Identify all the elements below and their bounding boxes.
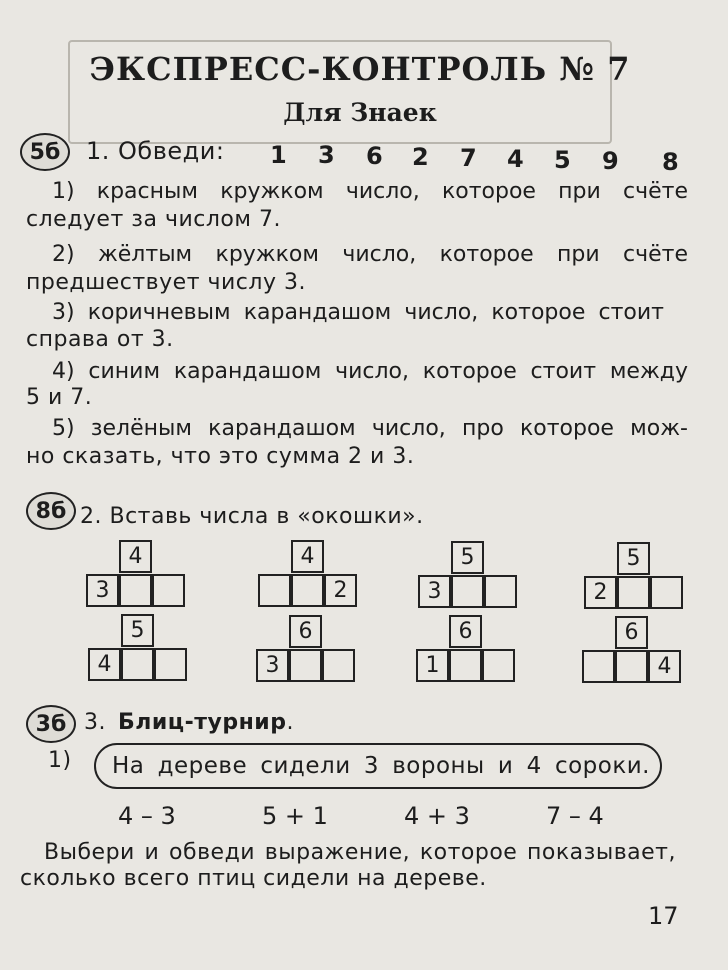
number-item: 1 — [270, 141, 287, 169]
task1-line: следует за числом 7. — [26, 207, 281, 232]
task1-label: 1. Обведи: — [86, 137, 225, 165]
number-house-grid — [88, 614, 188, 682]
task1-line: 1) красным кружком число, которое при счёте — [52, 179, 688, 204]
number-item: 3 — [318, 141, 335, 169]
task3-title-text: Блиц-турнир — [118, 710, 287, 735]
task1-line: 5 и 7. — [26, 385, 93, 410]
number-item: 8 — [662, 148, 679, 176]
grid-cell-middle[interactable] — [449, 649, 482, 682]
grid-cell-right[interactable] — [322, 649, 355, 682]
expression-option[interactable]: 4 – 3 — [118, 802, 176, 830]
grid-cell-left[interactable]: 1 — [416, 649, 449, 682]
grid-cell-middle[interactable] — [615, 650, 648, 683]
page-title: ЭКСПРЕСС-КОНТРОЛЬ № 7 — [89, 50, 631, 88]
task1-line: предшествует числу 3. — [26, 270, 306, 295]
grid-cell-top[interactable]: 6 — [449, 615, 482, 648]
page-subtitle: Для Знаек — [283, 98, 437, 127]
number-house-grid — [584, 542, 684, 610]
number-item: 5 — [554, 146, 571, 174]
task1-line: но сказать, что это сумма 2 и 3. — [26, 444, 415, 469]
points-badge-task2: 8б — [26, 492, 76, 530]
number-item: 2 — [412, 143, 429, 171]
task3-title-period: . — [286, 710, 294, 735]
number-item: 9 — [602, 147, 619, 175]
expression-option[interactable]: 7 – 4 — [546, 802, 604, 830]
number-item: 7 — [460, 144, 477, 172]
grid-cell-top[interactable]: 6 — [289, 615, 322, 648]
task3-title — [118, 710, 294, 735]
grid-cell-top[interactable]: 5 — [617, 542, 650, 575]
grid-cell-right[interactable]: 2 — [324, 574, 357, 607]
number-house-grid — [258, 540, 358, 608]
points-badge-task3: 3б — [26, 705, 76, 743]
number-house-grid — [418, 541, 518, 609]
number-item: 4 — [507, 145, 524, 173]
grid-cell-left[interactable] — [258, 574, 291, 607]
task1-line: справа от 3. — [26, 327, 174, 352]
number-house-grid — [416, 615, 516, 683]
task2-label: 2. Вставь числа в «окошки». — [80, 504, 424, 529]
grid-cell-right[interactable] — [482, 649, 515, 682]
grid-cell-middle[interactable] — [617, 576, 650, 609]
grid-cell-left[interactable]: 3 — [418, 575, 451, 608]
task1-line: 4) синим карандашом число, которое стоит между — [52, 359, 688, 384]
grid-cell-right[interactable] — [152, 574, 185, 607]
task1-line: 2) жёлтым кружком число, которое при счёте — [52, 242, 688, 267]
expression-option[interactable]: 4 + 3 — [404, 802, 470, 830]
grid-cell-right[interactable] — [484, 575, 517, 608]
grid-cell-left[interactable]: 3 — [256, 649, 289, 682]
page-number: 17 — [648, 902, 679, 930]
grid-cell-top[interactable]: 5 — [121, 614, 154, 647]
number-item: 6 — [366, 142, 383, 170]
grid-cell-middle[interactable] — [451, 575, 484, 608]
number-house-grid — [582, 616, 682, 684]
task1-line: 3) коричневым карандашом число, которое стоит — [52, 300, 664, 325]
grid-cell-right[interactable]: 4 — [648, 650, 681, 683]
grid-cell-middle[interactable] — [119, 574, 152, 607]
task3-number: 3. — [84, 710, 106, 735]
grid-cell-top[interactable]: 4 — [119, 540, 152, 573]
points-badge-task1: 5б — [20, 133, 70, 171]
number-house-grid — [256, 615, 356, 683]
grid-cell-middle[interactable] — [289, 649, 322, 682]
grid-cell-top[interactable]: 4 — [291, 540, 324, 573]
grid-cell-left[interactable] — [582, 650, 615, 683]
grid-cell-right[interactable] — [650, 576, 683, 609]
grid-cell-left[interactable]: 2 — [584, 576, 617, 609]
grid-cell-left[interactable]: 4 — [88, 648, 121, 681]
instruction-line: сколько всего птиц сидели на дереве. — [20, 866, 487, 891]
task1-line: 5) зелёным карандашом число, про которое мож- — [52, 416, 688, 441]
number-house-grid — [86, 540, 186, 608]
grid-cell-middle[interactable] — [291, 574, 324, 607]
expression-option[interactable]: 5 + 1 — [262, 802, 328, 830]
item-label: 1) — [48, 748, 72, 773]
instruction-line: Выбери и обведи выражение, которое показывает, — [44, 840, 676, 865]
grid-cell-right[interactable] — [154, 648, 187, 681]
grid-cell-left[interactable]: 3 — [86, 574, 119, 607]
grid-cell-top[interactable]: 6 — [615, 616, 648, 649]
problem-text: На дереве сидели 3 вороны и 4 сороки. — [112, 753, 650, 779]
grid-cell-top[interactable]: 5 — [451, 541, 484, 574]
grid-cell-middle[interactable] — [121, 648, 154, 681]
